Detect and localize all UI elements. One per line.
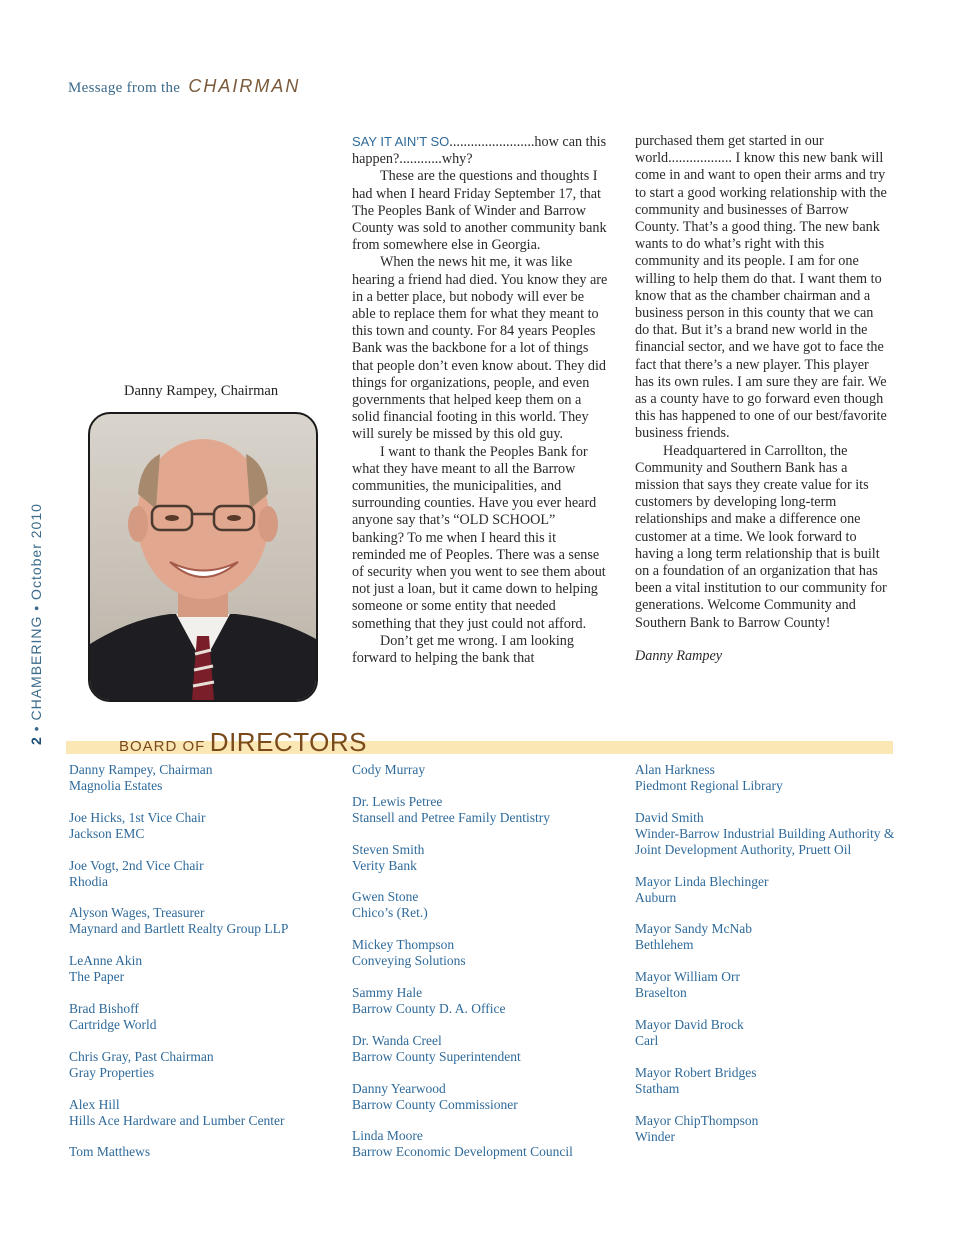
director-name: Mickey Thompson — [352, 937, 455, 953]
paragraph: I want to thank the Peoples Bank for what they have meant to all the Barrow communities, the municipalities, and surrounding counties. Have you ever heard anyone say that’s “OLD SCHOOL” banking? To me when I heard this it reminded me of Peoples. There was a sense of security when you went to see them about not just a loan, but it came down to helping someone or some entity that needed something that they just could not afford. — [352, 443, 606, 632]
photo-caption: Danny Rampey, Chairman — [124, 383, 279, 399]
director-name: Joe Vogt, 2nd Vice Chair — [69, 857, 204, 873]
director-entry — [352, 762, 573, 778]
director-affiliation: Rhodia — [69, 873, 108, 889]
article-column-2 — [635, 133, 891, 665]
lead-heading: SAY IT AIN’T SO — [352, 134, 450, 149]
director-entry — [69, 1144, 288, 1160]
director-entry — [69, 810, 288, 842]
director-name: Dr. Wanda Creel — [352, 1032, 442, 1048]
director-name: Tom Matthews — [69, 1144, 151, 1160]
director-name: LeAnne Akin — [69, 953, 143, 969]
lead-text: ........................how can this happen?............why? — [352, 134, 607, 168]
director-affiliation: Piedmont Regional Library — [635, 778, 783, 793]
director-affiliation: Barrow Economic Development Council — [352, 1144, 573, 1160]
director-affiliation: Gray Properties — [69, 1064, 155, 1080]
director-affiliation: Conveying Solutions — [352, 953, 466, 969]
director-entry — [352, 1033, 573, 1065]
director-affiliation: Winder-Barrow Industrial Building Authority & — [635, 825, 895, 841]
director-name: Danny Rampey, Chairman — [69, 762, 213, 777]
article-column-1 — [352, 133, 610, 667]
director-entry — [635, 969, 894, 1001]
director-affiliation: Auburn — [635, 889, 677, 905]
director-name: Brad Bishoff — [69, 1000, 139, 1016]
article-lead — [352, 133, 610, 168]
director-entry — [635, 921, 894, 953]
director-entry — [352, 1081, 573, 1113]
director-name: Mayor ChipThompson — [635, 1112, 759, 1128]
page-number: 2 — [28, 736, 44, 745]
paragraph: purchased them get started in our world.................. I know this new bank will come in and want to open their arms and try to start a good working relationship with the community and businesses of Barrow County. That’s a good thing. The new bank wants to do what’s right with this community and its people. I am for one willing to help them do that. I want them to know that as the chamber chairman and a business person in this county that we can do that. But it’s a brand new world in the financial sector, and we have got to face the fact that there’s a new player. This player has its own rules. I am sure they are fair. We as a county have to go forward even though this has happened to one of our best/favorite business friends. — [635, 133, 887, 442]
issue-label: • CHAMBERING • October 2010 — [28, 503, 44, 737]
director-name: Linda Moore — [352, 1128, 423, 1144]
director-entry — [352, 794, 573, 826]
paragraph: When the news hit me, it was like hearing a friend had died. You know they are in a better place, but nobody will ever be able to replace them for what they meant to this town and county. For 84 years Peoples Bank was the backbone for a lot of things that people don’t even know about. They did things for organizations, people, and even governments that helped keep them on a solid financial footing in this world. They will surely be missed by this old guy. — [352, 254, 608, 443]
director-name: Alyson Wages, Treasurer — [69, 905, 205, 921]
directors-column-1 — [69, 762, 288, 1176]
director-entry — [635, 1017, 894, 1049]
director-affiliation: Joint Development Authority, Pruett Oil — [635, 841, 852, 857]
director-name: Gwen Stone — [352, 889, 419, 905]
director-name: Sammy Hale — [352, 984, 423, 1000]
director-name: Cody Murray — [352, 762, 426, 777]
director-entry — [69, 1001, 288, 1033]
paragraph: Headquartered in Carrollton, the Community and Southern Bank has a mission that says they create value for its customers by developing long-term relationships and make a difference one customer at a time. We look forward to having a long term relationship that is built on a foundation of an organization that has been a vital institution to our community for generations. Welcome Community and Southern Bank to Barrow County! — [635, 442, 887, 631]
chairman-portrait — [88, 412, 318, 702]
director-affiliation: Carl — [635, 1032, 659, 1048]
director-entry — [635, 1065, 894, 1097]
board-heading-small: BOARD OF — [119, 738, 206, 755]
director-affiliation: Stansell and Petree Family Dentistry — [352, 809, 550, 825]
director-entry — [69, 858, 288, 890]
director-affiliation: Barrow County Superintendent — [352, 1048, 521, 1064]
director-affiliation: Jackson EMC — [69, 825, 145, 841]
director-affiliation: Bethlehem — [635, 937, 694, 953]
director-name: Mayor Linda Blechinger — [635, 873, 769, 889]
director-affiliation: Barrow County D. A. Office — [352, 1000, 506, 1016]
director-affiliation: Statham — [635, 1080, 680, 1096]
director-name: Joe Hicks, 1st Vice Chair — [69, 809, 206, 825]
director-entry — [69, 1097, 288, 1129]
director-name: Chris Gray, Past Chairman — [69, 1048, 214, 1064]
director-entry — [635, 810, 894, 858]
director-name: Steven Smith — [352, 841, 425, 857]
director-entry — [69, 905, 288, 937]
board-heading-large: DIRECTORS — [209, 727, 367, 757]
signature: Danny Rampey — [635, 647, 723, 664]
director-affiliation: Hills Ace Hardware and Lumber Center — [69, 1112, 285, 1128]
director-affiliation: Braselton — [635, 985, 687, 1001]
director-entry — [352, 842, 573, 874]
header-prefix: Message from the — [68, 80, 181, 96]
director-name: Danny Yearwood — [352, 1080, 446, 1096]
director-name: Alan Harkness — [635, 762, 715, 777]
director-affiliation: Maynard and Bartlett Realty Group LLP — [69, 921, 289, 937]
director-name: Mayor William Orr — [635, 969, 740, 985]
director-entry — [635, 762, 894, 794]
director-affiliation: Verity Bank — [352, 857, 417, 873]
paragraph: Don’t get me wrong. I am looking forward to helping the bank that — [352, 632, 574, 667]
director-affiliation: Winder — [635, 1128, 675, 1144]
director-name: David Smith — [635, 809, 704, 825]
director-entry — [69, 762, 288, 794]
director-entry — [635, 1113, 894, 1145]
director-entry — [352, 985, 573, 1017]
director-name: Dr. Lewis Petree — [352, 793, 443, 809]
director-affiliation: Magnolia Estates — [69, 778, 163, 793]
directors-column-3 — [635, 762, 894, 1160]
portrait-illustration — [90, 414, 316, 700]
director-entry — [69, 1049, 288, 1081]
section-header — [68, 76, 300, 97]
director-name: Mayor Robert Bridges — [635, 1064, 757, 1080]
director-entry — [352, 889, 573, 921]
director-name: Mayor David Brock — [635, 1016, 744, 1032]
director-affiliation: The Paper — [69, 969, 125, 985]
director-entry — [352, 1128, 573, 1160]
director-affiliation: Barrow County Commissioner — [352, 1096, 518, 1112]
director-affiliation: Chico’s (Ret.) — [352, 905, 428, 921]
board-heading — [119, 727, 367, 758]
director-entry — [69, 953, 288, 985]
director-entry — [352, 937, 573, 969]
paragraph: These are the questions and thoughts I had when I heard Friday September 17, that The Peoples Bank of Winder and Barrow County was sold to another community bank from somewhere else in Georgia. — [352, 168, 607, 254]
page-sidebar — [28, 503, 44, 745]
director-name: Mayor Sandy McNab — [635, 921, 752, 937]
director-name: Alex Hill — [69, 1096, 120, 1112]
director-affiliation: Cartridge World — [69, 1016, 157, 1032]
director-entry — [635, 874, 894, 906]
header-title: CHAIRMAN — [188, 76, 301, 96]
directors-column-2 — [352, 762, 573, 1176]
